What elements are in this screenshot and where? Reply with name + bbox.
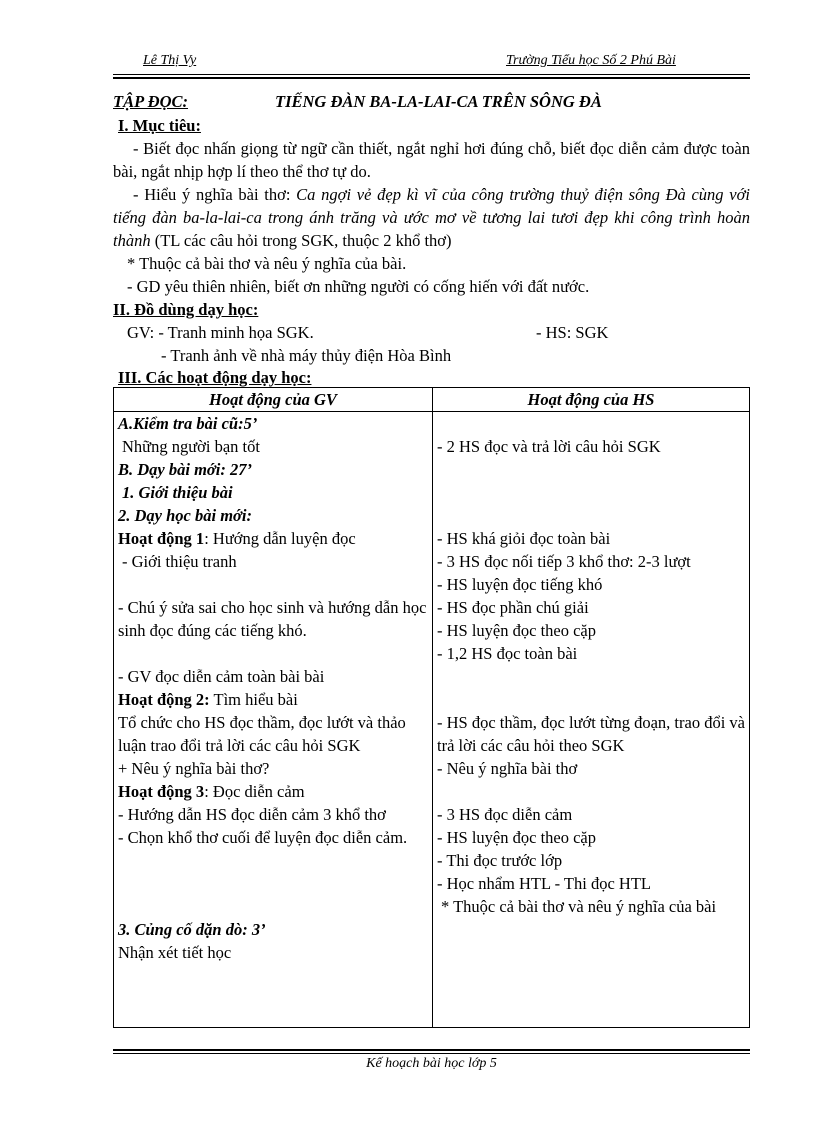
materials-heading: II. Đồ dùng dạy học: xyxy=(113,300,259,319)
gv-activity-2: Hoạt động 2: Tìm hiểu bài xyxy=(118,690,298,709)
materials-hs: - HS: SGK xyxy=(536,323,609,342)
school-name: Trường Tiểu học Số 2 Phú Bài xyxy=(506,53,676,68)
gv-line: - Hướng dẫn HS đọc diễn cảm 3 khổ thơ xyxy=(118,805,386,824)
lesson-body xyxy=(113,90,750,387)
footer-rule xyxy=(113,1053,750,1054)
gv-activity-1: Hoạt động 1: Hướng dẫn luyện đọc xyxy=(118,529,356,548)
activities-table xyxy=(113,387,750,1028)
hs-line: - 3 HS đọc nối tiếp 3 khổ thơ: 2-3 lượt xyxy=(437,552,691,571)
gv-line: Những người bạn tốt xyxy=(122,437,260,456)
gv-line: - GV đọc diễn cảm toàn bài bài xyxy=(118,667,325,686)
hs-line: - HS luyện đọc tiếng khó xyxy=(437,575,603,594)
page-header xyxy=(113,53,750,71)
hs-line: - Nêu ý nghĩa bài thơ xyxy=(437,759,578,778)
gv-line: 1. Giới thiệu bài xyxy=(122,483,233,502)
gv-line: Tổ chức cho HS đọc thầm, đọc lướt và thảo luận trao đổi trả lời các câu hỏi SGK xyxy=(118,713,406,755)
hs-line: - HS luyện đọc theo cặp xyxy=(437,621,596,640)
objective-3: * Thuộc cả bài thơ và nêu ý nghĩa của bài. xyxy=(127,254,407,273)
header-rule xyxy=(113,74,750,75)
gv-activity-3: Hoạt động 3: Đọc diễn cảm xyxy=(118,782,305,801)
activities-heading: III. Các hoạt động dạy học: xyxy=(118,368,312,387)
gv-column xyxy=(114,412,433,1028)
hs-line: - Học nhẩm HTL - Thi đọc HTL xyxy=(437,874,651,893)
gv-section-b: B. Dạy bài mới: 27’ xyxy=(118,460,252,479)
lesson-title: TIẾNG ĐÀN BA-LA-LAI-CA TRÊN SÔNG ĐÀ xyxy=(275,92,602,111)
gv-section-c: 3. Củng cố dặn dò: 3’ xyxy=(118,920,266,939)
hs-column xyxy=(433,412,750,1028)
hs-line: - HS đọc thầm, đọc lướt từng đoạn, trao đổi và trả lời các câu hỏi theo SGK xyxy=(437,713,745,755)
objective-2: - Hiểu ý nghĩa bài thơ: Ca ngợi vẻ đẹp kì vĩ của công trường thuỷ điện sông Đà cùng với tiếng đàn ba-la-lai-ca trong ánh trăng và ước mơ về tương lai tươi đẹp khi công trình hoàn thành (TL các câu hỏi trong SGK, thuộc 2 khổ thơ) xyxy=(113,185,750,250)
hs-line: * Thuộc cả bài thơ và nêu ý nghĩa của bài xyxy=(441,897,717,916)
gv-section-a: A.Kiểm tra bài cũ:5’ xyxy=(118,414,258,433)
col-header-gv: Hoạt động của GV xyxy=(114,388,433,412)
author-name: Lê Thị Vy xyxy=(143,53,197,68)
hs-line: - 2 HS đọc và trả lời câu hỏi SGK xyxy=(437,437,661,456)
materials-gv: GV: - Tranh minh họa SGK. xyxy=(127,323,314,342)
gv-line: - Chọn khổ thơ cuối để luyện đọc diễn cảm. xyxy=(118,828,408,847)
gv-line: - Giới thiệu tranh xyxy=(122,552,237,571)
gv-line: 2. Dạy học bài mới: xyxy=(118,506,252,525)
hs-line: - HS đọc phần chú giải xyxy=(437,598,589,617)
hs-line: - Thi đọc trước lớp xyxy=(437,851,563,870)
lesson-label: TẬP ĐỌC: xyxy=(113,92,189,111)
objectives-heading: I. Mục tiêu: xyxy=(118,116,201,135)
hs-line: - 3 HS đọc diễn cảm xyxy=(437,805,573,824)
footer-rule-thick xyxy=(113,1049,750,1051)
materials-row xyxy=(113,321,750,344)
gv-line: - Chú ý sửa sai cho học sinh và hướng dẫn học sinh đọc đúng các tiếng khó. xyxy=(118,598,427,640)
gv-line: Nhận xét tiết học xyxy=(118,943,232,962)
materials-gv-2: - Tranh ảnh về nhà máy thủy điện Hòa Bình xyxy=(161,346,452,365)
objective-1: - Biết đọc nhấn giọng từ ngữ cần thiết, ngắt nghỉ hơi đúng chỗ, biết đọc diễn cảm được toàn bài, ngắt nhịp hợp lí theo thể thơ tự do. xyxy=(113,139,750,181)
page-footer: Kế hoạch bài học lớp 5 xyxy=(366,1056,497,1071)
lesson-title-row xyxy=(113,90,750,114)
hs-line: - 1,2 HS đọc toàn bài xyxy=(437,644,578,663)
col-header-hs: Hoạt động của HS xyxy=(433,388,750,412)
header-rule-thick xyxy=(113,77,750,79)
hs-line: - HS khá giỏi đọc toàn bài xyxy=(437,529,611,548)
gv-line: + Nêu ý nghĩa bài thơ? xyxy=(118,759,270,778)
objective-4: - GD yêu thiên nhiên, biết ơn những người có cống hiến với đất nước. xyxy=(127,277,590,296)
hs-line: - HS luyện đọc theo cặp xyxy=(437,828,596,847)
